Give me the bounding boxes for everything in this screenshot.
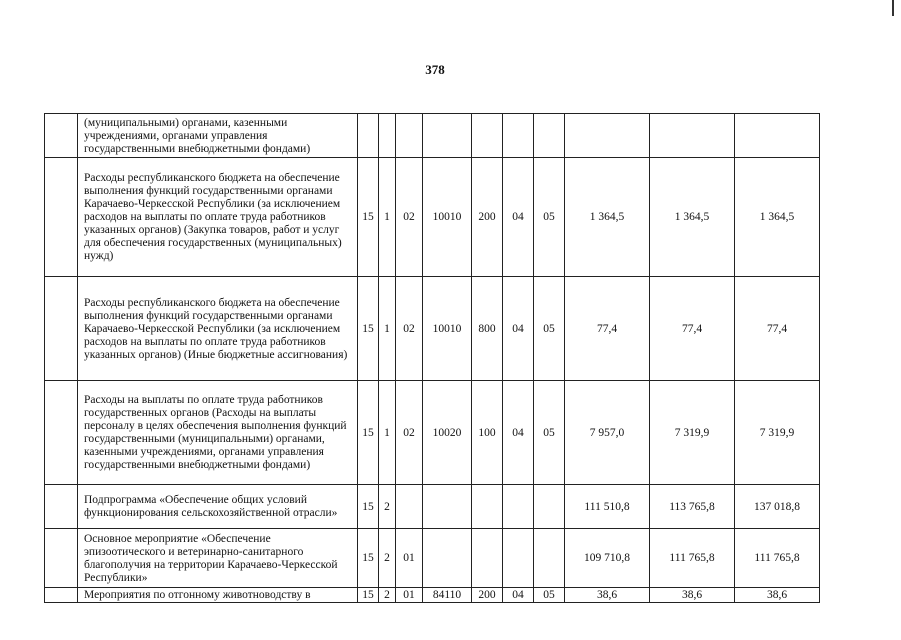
subsection-code-cell: [534, 529, 565, 588]
section-code-cell: 04: [503, 381, 534, 485]
subprogram-code-cell: [379, 114, 396, 158]
amount-year3-cell: 111 765,8: [735, 529, 820, 588]
subprogram-code-cell: 2: [379, 529, 396, 588]
event-code-cell: 02: [396, 277, 423, 381]
event-code-cell: [396, 114, 423, 158]
expense-type-code-cell: [472, 114, 503, 158]
expense-name-cell: Подпрограмма «Обеспечение общих условий функционирования сельскохозяйственной отрасли»: [78, 485, 358, 529]
expense-type-code-cell: 200: [472, 158, 503, 277]
amount-year2-cell: 1 364,5: [650, 158, 735, 277]
program-code-cell: 15: [358, 588, 379, 603]
direction-code-cell: [423, 114, 472, 158]
subsection-code-cell: 05: [534, 588, 565, 603]
row-number-cell: [45, 114, 78, 158]
table-row: [45, 158, 820, 277]
amount-year1-cell: 1 364,5: [565, 158, 650, 277]
table-row: [45, 277, 820, 381]
expense-name-cell: Расходы республиканского бюджета на обеспечение выполнения функций государственными органами Карачаево-Черкесской Республики (за исключением расходов на выплаты по оплате труда работников указанных органов) (Иные бюджетные ассигнования): [78, 277, 358, 381]
program-code-cell: 15: [358, 485, 379, 529]
section-code-cell: 04: [503, 158, 534, 277]
amount-year3-cell: 77,4: [735, 277, 820, 381]
expense-name-cell: Мероприятия по отгонному животноводству в: [78, 588, 358, 603]
subprogram-code-cell: 2: [379, 485, 396, 529]
subsection-code-cell: 05: [534, 277, 565, 381]
table-row: [45, 529, 820, 588]
row-number-cell: [45, 588, 78, 603]
amount-year1-cell: [565, 114, 650, 158]
row-number-cell: [45, 529, 78, 588]
expense-type-code-cell: [472, 529, 503, 588]
expense-type-code-cell: 200: [472, 588, 503, 603]
amount-year2-cell: 38,6: [650, 588, 735, 603]
expense-name-cell: (муниципальными) органами, казенными учреждениями, органами управления государственными внебюджетными фондами): [78, 114, 358, 158]
row-number-cell: [45, 485, 78, 529]
expense-type-code-cell: 800: [472, 277, 503, 381]
subsection-code-cell: [534, 114, 565, 158]
page-edge-mark: [892, 0, 894, 16]
amount-year2-cell: 111 765,8: [650, 529, 735, 588]
section-code-cell: [503, 529, 534, 588]
section-code-cell: 04: [503, 277, 534, 381]
table-row: [45, 588, 820, 603]
direction-code-cell: [423, 485, 472, 529]
amount-year1-cell: 77,4: [565, 277, 650, 381]
amount-year1-cell: 7 957,0: [565, 381, 650, 485]
subsection-code-cell: 05: [534, 158, 565, 277]
amount-year2-cell: 7 319,9: [650, 381, 735, 485]
program-code-cell: [358, 114, 379, 158]
row-number-cell: [45, 381, 78, 485]
page-number: 378: [425, 62, 445, 77]
direction-code-cell: 84110: [423, 588, 472, 603]
amount-year1-cell: 109 710,8: [565, 529, 650, 588]
event-code-cell: [396, 485, 423, 529]
amount-year2-cell: [650, 114, 735, 158]
program-code-cell: 15: [358, 529, 379, 588]
event-code-cell: 02: [396, 158, 423, 277]
amount-year3-cell: 7 319,9: [735, 381, 820, 485]
event-code-cell: 01: [396, 529, 423, 588]
subprogram-code-cell: 2: [379, 588, 396, 603]
amount-year3-cell: 1 364,5: [735, 158, 820, 277]
budget-table: [44, 113, 820, 603]
direction-code-cell: 10020: [423, 381, 472, 485]
program-code-cell: 15: [358, 277, 379, 381]
table-row: [45, 114, 820, 158]
expense-type-code-cell: 100: [472, 381, 503, 485]
row-number-cell: [45, 158, 78, 277]
amount-year1-cell: 111 510,8: [565, 485, 650, 529]
amount-year3-cell: 38,6: [735, 588, 820, 603]
amount-year3-cell: [735, 114, 820, 158]
amount-year2-cell: 77,4: [650, 277, 735, 381]
subsection-code-cell: [534, 485, 565, 529]
section-code-cell: 04: [503, 588, 534, 603]
event-code-cell: 02: [396, 381, 423, 485]
section-code-cell: [503, 114, 534, 158]
subsection-code-cell: 05: [534, 381, 565, 485]
amount-year2-cell: 113 765,8: [650, 485, 735, 529]
section-code-cell: [503, 485, 534, 529]
expense-name-cell: Расходы республиканского бюджета на обеспечение выполнения функций государственными органами Карачаево-Черкесской Республики (за исключением расходов на выплаты по оплате труда работников указанных органов) (Закупка товаров, работ и услуг для обеспечения государственных (муниципальных) нужд): [78, 158, 358, 277]
subprogram-code-cell: 1: [379, 381, 396, 485]
row-number-cell: [45, 277, 78, 381]
program-code-cell: 15: [358, 381, 379, 485]
table-row: [45, 485, 820, 529]
subprogram-code-cell: 1: [379, 277, 396, 381]
direction-code-cell: 10010: [423, 158, 472, 277]
direction-code-cell: 10010: [423, 277, 472, 381]
event-code-cell: 01: [396, 588, 423, 603]
expense-name-cell: Расходы на выплаты по оплате труда работников государственных органов (Расходы на выплаты персоналу в целях обеспечения выполнения функций государственными (муниципальными) органами, казенными учреждениями, органами управления государственными внебюджетными фондами): [78, 381, 358, 485]
direction-code-cell: [423, 529, 472, 588]
table-row: [45, 381, 820, 485]
expense-type-code-cell: [472, 485, 503, 529]
amount-year3-cell: 137 018,8: [735, 485, 820, 529]
expense-name-cell: Основное мероприятие «Обеспечение эпизоотического и ветеринарно-санитарного благополучия на территории Карачаево-Черкесской Республики»: [78, 529, 358, 588]
program-code-cell: 15: [358, 158, 379, 277]
amount-year1-cell: 38,6: [565, 588, 650, 603]
subprogram-code-cell: 1: [379, 158, 396, 277]
